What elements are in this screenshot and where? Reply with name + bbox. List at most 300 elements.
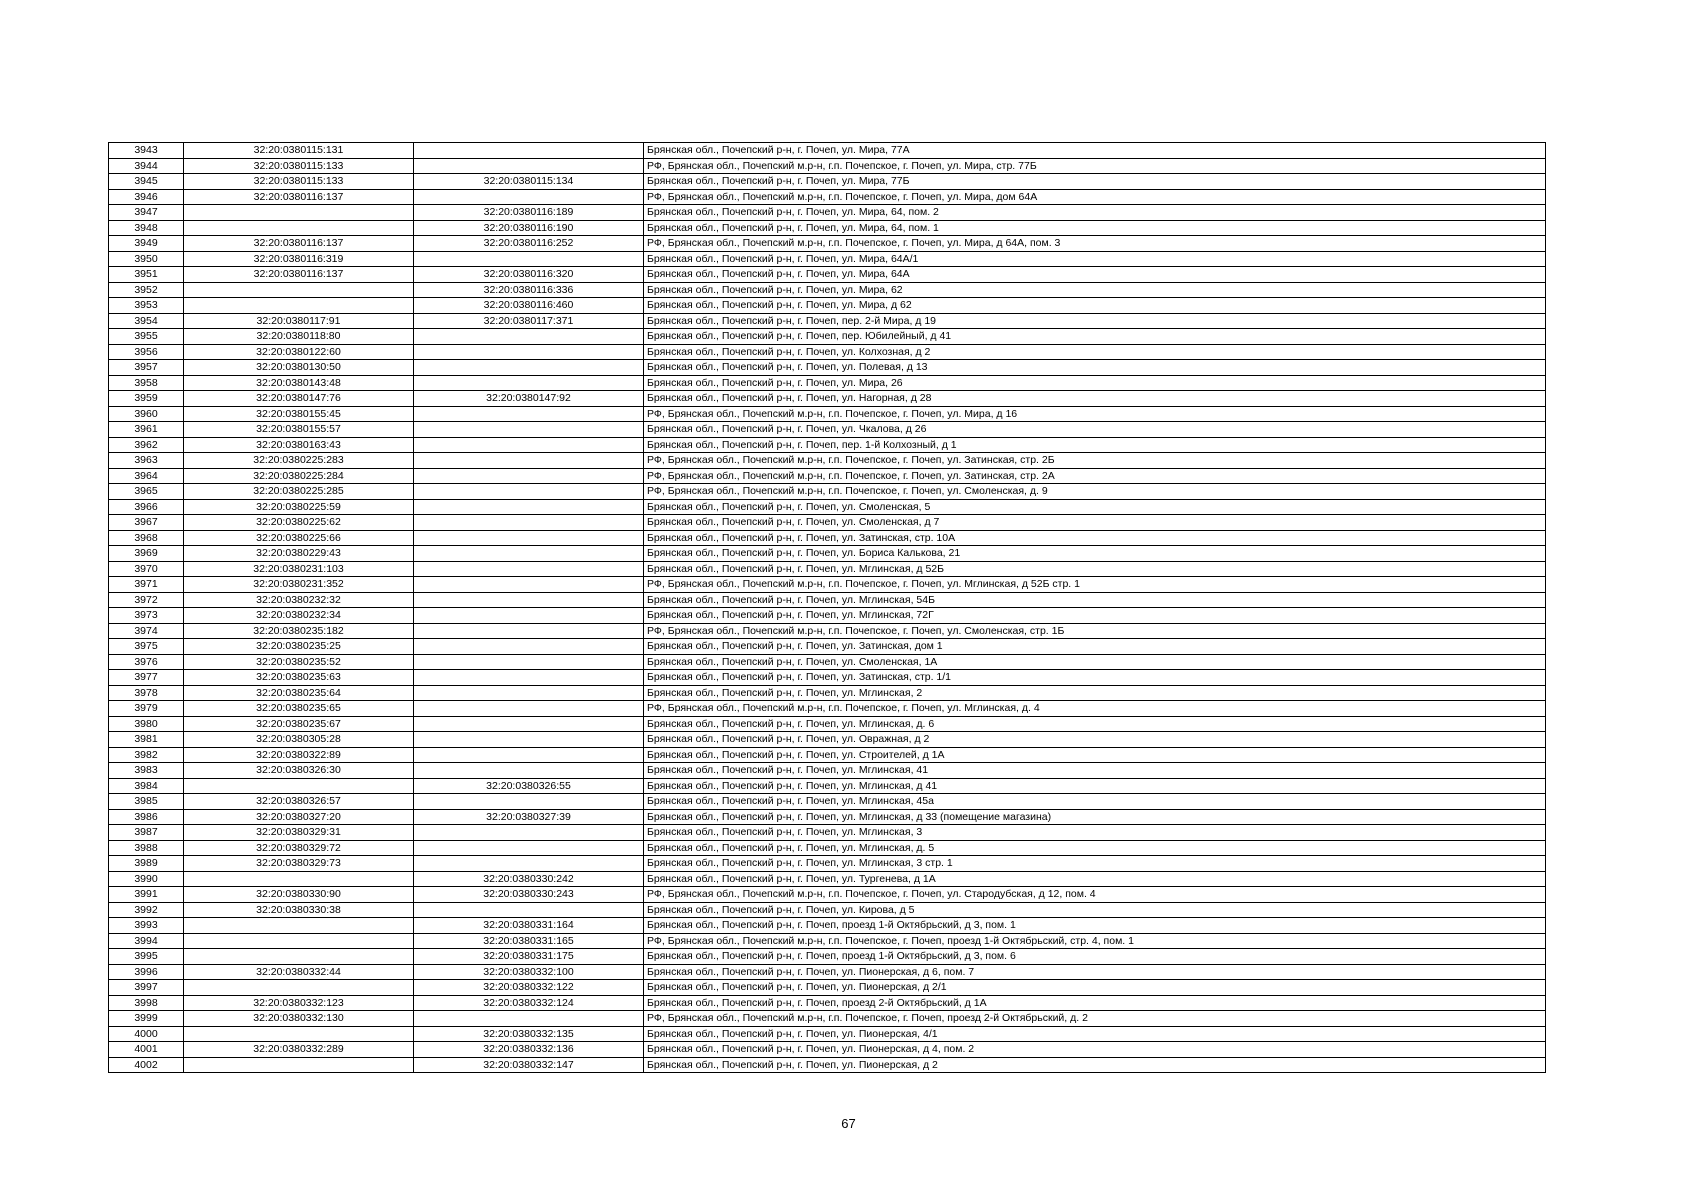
table-row xyxy=(109,406,1546,422)
row-number-cell: 3988 xyxy=(109,840,184,856)
building-cadastral-number-cell xyxy=(414,685,644,701)
building-cadastral-number-cell xyxy=(414,546,644,562)
table-row xyxy=(109,205,1546,221)
building-cadastral-number-cell: 32:20:0380330:243 xyxy=(414,887,644,903)
table-row xyxy=(109,499,1546,515)
parcel-cadastral-number-cell: 32:20:0380115:133 xyxy=(184,174,414,190)
parcel-cadastral-number-cell: 32:20:0380326:57 xyxy=(184,794,414,810)
table-row xyxy=(109,840,1546,856)
row-number-cell: 4000 xyxy=(109,1026,184,1042)
table-row xyxy=(109,468,1546,484)
building-cadastral-number-cell: 32:20:0380331:175 xyxy=(414,949,644,965)
table-row xyxy=(109,282,1546,298)
address-cell: РФ, Брянская обл., Почепский м.р-н, г.п. Почепское, г. Почеп, проезд 1-й Октябрьский, стр. 4, пом. 1 xyxy=(644,933,1546,949)
parcel-cadastral-number-cell xyxy=(184,918,414,934)
building-cadastral-number-cell: 32:20:0380116:189 xyxy=(414,205,644,221)
building-cadastral-number-cell xyxy=(414,189,644,205)
table-row xyxy=(109,1057,1546,1073)
address-cell: РФ, Брянская обл., Почепский м.р-н, г.п. Почепское, г. Почеп, ул. Мглинская, д 52Б стр. 1 xyxy=(644,577,1546,593)
table-row xyxy=(109,856,1546,872)
parcel-cadastral-number-cell xyxy=(184,205,414,221)
row-number-cell: 3979 xyxy=(109,701,184,717)
row-number-cell: 3999 xyxy=(109,1011,184,1027)
address-cell: Брянская обл., Почепский р-н, г. Почеп, ул. Пионерская, д 6, пом. 7 xyxy=(644,964,1546,980)
parcel-cadastral-number-cell: 32:20:0380231:103 xyxy=(184,561,414,577)
building-cadastral-number-cell: 32:20:0380116:460 xyxy=(414,298,644,314)
table-row xyxy=(109,484,1546,500)
building-cadastral-number-cell: 32:20:0380116:320 xyxy=(414,267,644,283)
building-cadastral-number-cell xyxy=(414,608,644,624)
address-cell: Брянская обл., Почепский р-н, г. Почеп, ул. Мира, 26 xyxy=(644,375,1546,391)
table-row xyxy=(109,964,1546,980)
address-cell: Брянская обл., Почепский р-н, г. Почеп, ул. Мглинская, 41 xyxy=(644,763,1546,779)
row-number-cell: 3951 xyxy=(109,267,184,283)
building-cadastral-number-cell xyxy=(414,453,644,469)
parcel-cadastral-number-cell xyxy=(184,949,414,965)
table-row xyxy=(109,902,1546,918)
row-number-cell: 3952 xyxy=(109,282,184,298)
table-row xyxy=(109,561,1546,577)
building-cadastral-number-cell xyxy=(414,701,644,717)
address-cell: Брянская обл., Почепский р-н, г. Почеп, ул. Мира, 77Б xyxy=(644,174,1546,190)
parcel-cadastral-number-cell: 32:20:0380225:284 xyxy=(184,468,414,484)
address-cell: Брянская обл., Почепский р-н, г. Почеп, ул. Полевая, д 13 xyxy=(644,360,1546,376)
row-number-cell: 3953 xyxy=(109,298,184,314)
table-row xyxy=(109,267,1546,283)
parcel-cadastral-number-cell: 32:20:0380229:43 xyxy=(184,546,414,562)
row-number-cell: 3974 xyxy=(109,623,184,639)
address-cell: Брянская обл., Почепский р-н, г. Почеп, ул. Мглинская, 2 xyxy=(644,685,1546,701)
building-cadastral-number-cell: 32:20:0380330:242 xyxy=(414,871,644,887)
parcel-cadastral-number-cell: 32:20:0380225:62 xyxy=(184,515,414,531)
address-cell: РФ, Брянская обл., Почепский м.р-н, г.п. Почепское, г. Почеп, ул. Смоленская, д. 9 xyxy=(644,484,1546,500)
row-number-cell: 3965 xyxy=(109,484,184,500)
parcel-cadastral-number-cell: 32:20:0380143:48 xyxy=(184,375,414,391)
row-number-cell: 3963 xyxy=(109,453,184,469)
building-cadastral-number-cell xyxy=(414,763,644,779)
row-number-cell: 3967 xyxy=(109,515,184,531)
parcel-cadastral-number-cell: 32:20:0380225:59 xyxy=(184,499,414,515)
table-row xyxy=(109,608,1546,624)
table-row xyxy=(109,1026,1546,1042)
row-number-cell: 3991 xyxy=(109,887,184,903)
parcel-cadastral-number-cell: 32:20:0380130:50 xyxy=(184,360,414,376)
parcel-cadastral-number-cell: 32:20:0380115:133 xyxy=(184,158,414,174)
address-cell: Брянская обл., Почепский р-н, г. Почеп, ул. Смоленская, 5 xyxy=(644,499,1546,515)
parcel-cadastral-number-cell: 32:20:0380235:65 xyxy=(184,701,414,717)
table-row xyxy=(109,654,1546,670)
address-cell: Брянская обл., Почепский р-н, г. Почеп, ул. Мира, д 62 xyxy=(644,298,1546,314)
parcel-cadastral-number-cell: 32:20:0380225:66 xyxy=(184,530,414,546)
address-cell: Брянская обл., Почепский р-н, г. Почеп, ул. Затинская, стр. 10А xyxy=(644,530,1546,546)
table-row xyxy=(109,747,1546,763)
building-cadastral-number-cell xyxy=(414,530,644,546)
row-number-cell: 3971 xyxy=(109,577,184,593)
row-number-cell: 4002 xyxy=(109,1057,184,1073)
table-row xyxy=(109,685,1546,701)
row-number-cell: 3958 xyxy=(109,375,184,391)
table-row xyxy=(109,701,1546,717)
address-cell: РФ, Брянская обл., Почепский м.р-н, г.п. Почепское, г. Почеп, ул. Мира, д 16 xyxy=(644,406,1546,422)
row-number-cell: 3985 xyxy=(109,794,184,810)
parcel-cadastral-number-cell: 32:20:0380332:44 xyxy=(184,964,414,980)
parcel-cadastral-number-cell: 32:20:0380329:73 xyxy=(184,856,414,872)
building-cadastral-number-cell xyxy=(414,623,644,639)
parcel-cadastral-number-cell: 32:20:0380117:91 xyxy=(184,313,414,329)
address-cell: Брянская обл., Почепский р-н, г. Почеп, ул. Колхозная, д 2 xyxy=(644,344,1546,360)
building-cadastral-number-cell: 32:20:0380116:190 xyxy=(414,220,644,236)
parcel-cadastral-number-cell: 32:20:0380232:32 xyxy=(184,592,414,608)
building-cadastral-number-cell: 32:20:0380332:100 xyxy=(414,964,644,980)
address-cell: Брянская обл., Почепский р-н, г. Почеп, ул. Мира, 64А/1 xyxy=(644,251,1546,267)
address-cell: Брянская обл., Почепский р-н, г. Почеп, ул. Затинская, стр. 1/1 xyxy=(644,670,1546,686)
row-number-cell: 3959 xyxy=(109,391,184,407)
parcel-cadastral-number-cell: 32:20:0380329:72 xyxy=(184,840,414,856)
row-number-cell: 3994 xyxy=(109,933,184,949)
address-cell: Брянская обл., Почепский р-н, г. Почеп, ул. Мглинская, 72Г xyxy=(644,608,1546,624)
address-cell: Брянская обл., Почепский р-н, г. Почеп, ул. Тургенева, д 1А xyxy=(644,871,1546,887)
building-cadastral-number-cell xyxy=(414,639,644,655)
address-cell: РФ, Брянская обл., Почепский м.р-н, г.п. Почепское, г. Почеп, ул. Мглинская, д. 4 xyxy=(644,701,1546,717)
parcel-cadastral-number-cell: 32:20:0380235:182 xyxy=(184,623,414,639)
table-row xyxy=(109,329,1546,345)
address-cell: Брянская обл., Почепский р-н, г. Почеп, ул. Мглинская, 3 стр. 1 xyxy=(644,856,1546,872)
parcel-cadastral-number-cell: 32:20:0380235:52 xyxy=(184,654,414,670)
parcel-cadastral-number-cell xyxy=(184,220,414,236)
address-cell: Брянская обл., Почепский р-н, г. Почеп, проезд 2-й Октябрьский, д 1А xyxy=(644,995,1546,1011)
building-cadastral-number-cell xyxy=(414,592,644,608)
parcel-cadastral-number-cell: 32:20:0380322:89 xyxy=(184,747,414,763)
building-cadastral-number-cell xyxy=(414,747,644,763)
row-number-cell: 3983 xyxy=(109,763,184,779)
address-cell: Брянская обл., Почепский р-н, г. Почеп, ул. Бориса Калькова, 21 xyxy=(644,546,1546,562)
building-cadastral-number-cell xyxy=(414,825,644,841)
building-cadastral-number-cell xyxy=(414,158,644,174)
address-cell: Брянская обл., Почепский р-н, г. Почеп, ул. Пионерская, 4/1 xyxy=(644,1026,1546,1042)
building-cadastral-number-cell: 32:20:0380116:252 xyxy=(414,236,644,252)
table-row xyxy=(109,422,1546,438)
parcel-cadastral-number-cell: 32:20:0380235:63 xyxy=(184,670,414,686)
table-row xyxy=(109,251,1546,267)
table-row xyxy=(109,313,1546,329)
row-number-cell: 3944 xyxy=(109,158,184,174)
building-cadastral-number-cell: 32:20:0380331:164 xyxy=(414,918,644,934)
building-cadastral-number-cell xyxy=(414,143,644,159)
row-number-cell: 3949 xyxy=(109,236,184,252)
table-row xyxy=(109,825,1546,841)
building-cadastral-number-cell xyxy=(414,251,644,267)
parcel-cadastral-number-cell: 32:20:0380116:137 xyxy=(184,267,414,283)
parcel-cadastral-number-cell: 32:20:0380231:352 xyxy=(184,577,414,593)
table-row xyxy=(109,794,1546,810)
table-row xyxy=(109,174,1546,190)
row-number-cell: 3982 xyxy=(109,747,184,763)
building-cadastral-number-cell xyxy=(414,360,644,376)
parcel-cadastral-number-cell: 32:20:0380235:25 xyxy=(184,639,414,655)
parcel-cadastral-number-cell xyxy=(184,298,414,314)
table-row xyxy=(109,623,1546,639)
parcel-cadastral-number-cell: 32:20:0380155:45 xyxy=(184,406,414,422)
table-row xyxy=(109,189,1546,205)
row-number-cell: 3945 xyxy=(109,174,184,190)
building-cadastral-number-cell: 32:20:0380332:135 xyxy=(414,1026,644,1042)
row-number-cell: 3954 xyxy=(109,313,184,329)
building-cadastral-number-cell xyxy=(414,856,644,872)
parcel-cadastral-number-cell: 32:20:0380332:289 xyxy=(184,1042,414,1058)
building-cadastral-number-cell: 32:20:0380115:134 xyxy=(414,174,644,190)
parcel-cadastral-number-cell: 32:20:0380116:319 xyxy=(184,251,414,267)
row-number-cell: 3981 xyxy=(109,732,184,748)
parcel-cadastral-number-cell: 32:20:0380116:137 xyxy=(184,236,414,252)
address-cell: Брянская обл., Почепский р-н, г. Почеп, ул. Строителей, д 1А xyxy=(644,747,1546,763)
row-number-cell: 3946 xyxy=(109,189,184,205)
address-cell: Брянская обл., Почепский р-н, г. Почеп, ул. Мглинская, 45а xyxy=(644,794,1546,810)
address-cell: Брянская обл., Почепский р-н, г. Почеп, ул. Мглинская, 3 xyxy=(644,825,1546,841)
address-cell: Брянская обл., Почепский р-н, г. Почеп, ул. Смоленская, 1А xyxy=(644,654,1546,670)
address-cell: Брянская обл., Почепский р-н, г. Почеп, ул. Кирова, д 5 xyxy=(644,902,1546,918)
table-row xyxy=(109,716,1546,732)
address-cell: Брянская обл., Почепский р-н, г. Почеп, ул. Мира, 62 xyxy=(644,282,1546,298)
table-row xyxy=(109,918,1546,934)
table-row xyxy=(109,375,1546,391)
property-registry-table xyxy=(108,142,1546,1073)
building-cadastral-number-cell: 32:20:0380117:371 xyxy=(414,313,644,329)
parcel-cadastral-number-cell: 32:20:0380225:285 xyxy=(184,484,414,500)
building-cadastral-number-cell: 32:20:0380332:136 xyxy=(414,1042,644,1058)
building-cadastral-number-cell xyxy=(414,499,644,515)
address-cell: Брянская обл., Почепский р-н, г. Почеп, ул. Чкалова, д 26 xyxy=(644,422,1546,438)
building-cadastral-number-cell: 32:20:0380332:124 xyxy=(414,995,644,1011)
parcel-cadastral-number-cell: 32:20:0380330:38 xyxy=(184,902,414,918)
building-cadastral-number-cell xyxy=(414,484,644,500)
table-row xyxy=(109,1042,1546,1058)
table-row xyxy=(109,809,1546,825)
row-number-cell: 4001 xyxy=(109,1042,184,1058)
building-cadastral-number-cell: 32:20:0380332:122 xyxy=(414,980,644,996)
row-number-cell: 3989 xyxy=(109,856,184,872)
address-cell: РФ, Брянская обл., Почепский м.р-н, г.п. Почепское, г. Почеп, проезд 2-й Октябрьский, д. 2 xyxy=(644,1011,1546,1027)
address-cell: РФ, Брянская обл., Почепский м.р-н, г.п. Почепское, г. Почеп, ул. Мира, д 64А, пом. 3 xyxy=(644,236,1546,252)
table-row xyxy=(109,763,1546,779)
address-cell: РФ, Брянская обл., Почепский м.р-н, г.п. Почепское, г. Почеп, ул. Затинская, стр. 2А xyxy=(644,468,1546,484)
address-cell: Брянская обл., Почепский р-н, г. Почеп, пер. 2-й Мира, д 19 xyxy=(644,313,1546,329)
address-cell: Брянская обл., Почепский р-н, г. Почеп, ул. Овражная, д 2 xyxy=(644,732,1546,748)
table-row xyxy=(109,437,1546,453)
table-row xyxy=(109,639,1546,655)
building-cadastral-number-cell xyxy=(414,716,644,732)
parcel-cadastral-number-cell: 32:20:0380326:30 xyxy=(184,763,414,779)
building-cadastral-number-cell xyxy=(414,561,644,577)
parcel-cadastral-number-cell: 32:20:0380115:131 xyxy=(184,143,414,159)
address-cell: Брянская обл., Почепский р-н, г. Почеп, пер. Юбилейный, д 41 xyxy=(644,329,1546,345)
parcel-cadastral-number-cell: 32:20:0380332:130 xyxy=(184,1011,414,1027)
address-cell: Брянская обл., Почепский р-н, г. Почеп, ул. Мира, 64, пом. 2 xyxy=(644,205,1546,221)
row-number-cell: 3972 xyxy=(109,592,184,608)
parcel-cadastral-number-cell: 32:20:0380122:60 xyxy=(184,344,414,360)
row-number-cell: 3968 xyxy=(109,530,184,546)
building-cadastral-number-cell xyxy=(414,344,644,360)
parcel-cadastral-number-cell: 32:20:0380232:34 xyxy=(184,608,414,624)
parcel-cadastral-number-cell xyxy=(184,282,414,298)
page-number: 67 xyxy=(841,1116,856,1131)
building-cadastral-number-cell xyxy=(414,515,644,531)
row-number-cell: 3977 xyxy=(109,670,184,686)
row-number-cell: 3993 xyxy=(109,918,184,934)
table-row xyxy=(109,453,1546,469)
address-cell: Брянская обл., Почепский р-н, г. Почеп, ул. Мглинская, д. 6 xyxy=(644,716,1546,732)
address-cell: Брянская обл., Почепский р-н, г. Почеп, ул. Мира, 77А xyxy=(644,143,1546,159)
table-row xyxy=(109,577,1546,593)
address-cell: Брянская обл., Почепский р-н, г. Почеп, ул. Пионерская, д 2 xyxy=(644,1057,1546,1073)
address-cell: Брянская обл., Почепский р-н, г. Почеп, ул. Мглинская, 54Б xyxy=(644,592,1546,608)
building-cadastral-number-cell xyxy=(414,732,644,748)
row-number-cell: 3960 xyxy=(109,406,184,422)
row-number-cell: 3992 xyxy=(109,902,184,918)
row-number-cell: 3962 xyxy=(109,437,184,453)
table-row xyxy=(109,298,1546,314)
address-cell: РФ, Брянская обл., Почепский м.р-н, г.п. Почепское, г. Почеп, ул. Затинская, стр. 2Б xyxy=(644,453,1546,469)
row-number-cell: 3948 xyxy=(109,220,184,236)
building-cadastral-number-cell xyxy=(414,840,644,856)
row-number-cell: 3957 xyxy=(109,360,184,376)
row-number-cell: 3947 xyxy=(109,205,184,221)
building-cadastral-number-cell: 32:20:0380332:147 xyxy=(414,1057,644,1073)
address-cell: Брянская обл., Почепский р-н, г. Почеп, ул. Мира, 64, пом. 1 xyxy=(644,220,1546,236)
table-row xyxy=(109,949,1546,965)
row-number-cell: 3976 xyxy=(109,654,184,670)
table-row xyxy=(109,980,1546,996)
row-number-cell: 3984 xyxy=(109,778,184,794)
row-number-cell: 3969 xyxy=(109,546,184,562)
address-cell: Брянская обл., Почепский р-н, г. Почеп, ул. Мглинская, д 52Б xyxy=(644,561,1546,577)
table-row xyxy=(109,546,1546,562)
address-cell: Брянская обл., Почепский р-н, г. Почеп, проезд 1-й Октябрьский, д 3, пом. 1 xyxy=(644,918,1546,934)
table-row xyxy=(109,391,1546,407)
parcel-cadastral-number-cell: 32:20:0380305:28 xyxy=(184,732,414,748)
parcel-cadastral-number-cell xyxy=(184,980,414,996)
building-cadastral-number-cell: 32:20:0380147:92 xyxy=(414,391,644,407)
parcel-cadastral-number-cell xyxy=(184,1026,414,1042)
row-number-cell: 3996 xyxy=(109,964,184,980)
address-cell: РФ, Брянская обл., Почепский м.р-н, г.п. Почепское, г. Почеп, ул. Стародубская, д 12, пом. 4 xyxy=(644,887,1546,903)
address-cell: РФ, Брянская обл., Почепский м.р-н, г.п. Почепское, г. Почеп, ул. Мира, дом 64А xyxy=(644,189,1546,205)
row-number-cell: 3955 xyxy=(109,329,184,345)
table-row xyxy=(109,778,1546,794)
building-cadastral-number-cell: 32:20:0380116:336 xyxy=(414,282,644,298)
parcel-cadastral-number-cell: 32:20:0380332:123 xyxy=(184,995,414,1011)
building-cadastral-number-cell xyxy=(414,577,644,593)
address-cell: Брянская обл., Почепский р-н, г. Почеп, пер. 1-й Колхозный, д 1 xyxy=(644,437,1546,453)
building-cadastral-number-cell: 32:20:0380326:55 xyxy=(414,778,644,794)
parcel-cadastral-number-cell xyxy=(184,871,414,887)
address-cell: РФ, Брянская обл., Почепский м.р-н, г.п. Почепское, г. Почеп, ул. Смоленская, стр. 1Б xyxy=(644,623,1546,639)
building-cadastral-number-cell xyxy=(414,406,644,422)
address-cell: Брянская обл., Почепский р-н, г. Почеп, ул. Мглинская, д. 5 xyxy=(644,840,1546,856)
row-number-cell: 3990 xyxy=(109,871,184,887)
row-number-cell: 3970 xyxy=(109,561,184,577)
table-row xyxy=(109,158,1546,174)
address-cell: Брянская обл., Почепский р-н, г. Почеп, ул. Мглинская, д 33 (помещение магазина) xyxy=(644,809,1546,825)
parcel-cadastral-number-cell: 32:20:0380155:57 xyxy=(184,422,414,438)
address-cell: Брянская обл., Почепский р-н, г. Почеп, ул. Мглинская, д 41 xyxy=(644,778,1546,794)
address-cell: Брянская обл., Почепский р-н, г. Почеп, ул. Пионерская, д 2/1 xyxy=(644,980,1546,996)
building-cadastral-number-cell xyxy=(414,1011,644,1027)
parcel-cadastral-number-cell: 32:20:0380330:90 xyxy=(184,887,414,903)
building-cadastral-number-cell xyxy=(414,468,644,484)
table-row xyxy=(109,887,1546,903)
address-cell: РФ, Брянская обл., Почепский м.р-н, г.п. Почепское, г. Почеп, ул. Мира, стр. 77Б xyxy=(644,158,1546,174)
row-number-cell: 3973 xyxy=(109,608,184,624)
building-cadastral-number-cell xyxy=(414,422,644,438)
table-row xyxy=(109,236,1546,252)
parcel-cadastral-number-cell: 32:20:0380163:43 xyxy=(184,437,414,453)
parcel-cadastral-number-cell: 32:20:0380225:283 xyxy=(184,453,414,469)
row-number-cell: 3961 xyxy=(109,422,184,438)
parcel-cadastral-number-cell xyxy=(184,1057,414,1073)
parcel-cadastral-number-cell: 32:20:0380329:31 xyxy=(184,825,414,841)
building-cadastral-number-cell xyxy=(414,670,644,686)
row-number-cell: 3995 xyxy=(109,949,184,965)
table-row xyxy=(109,732,1546,748)
building-cadastral-number-cell xyxy=(414,437,644,453)
table-row xyxy=(109,592,1546,608)
table-row xyxy=(109,871,1546,887)
row-number-cell: 3943 xyxy=(109,143,184,159)
row-number-cell: 3998 xyxy=(109,995,184,1011)
row-number-cell: 3987 xyxy=(109,825,184,841)
row-number-cell: 3986 xyxy=(109,809,184,825)
table-row xyxy=(109,1011,1546,1027)
row-number-cell: 3966 xyxy=(109,499,184,515)
parcel-cadastral-number-cell: 32:20:0380118:80 xyxy=(184,329,414,345)
building-cadastral-number-cell: 32:20:0380331:165 xyxy=(414,933,644,949)
address-cell: Брянская обл., Почепский р-н, г. Почеп, проезд 1-й Октябрьский, д 3, пом. 6 xyxy=(644,949,1546,965)
building-cadastral-number-cell: 32:20:0380327:39 xyxy=(414,809,644,825)
building-cadastral-number-cell xyxy=(414,329,644,345)
row-number-cell: 3980 xyxy=(109,716,184,732)
table-row xyxy=(109,933,1546,949)
parcel-cadastral-number-cell xyxy=(184,933,414,949)
table-row xyxy=(109,344,1546,360)
row-number-cell: 3978 xyxy=(109,685,184,701)
table-row xyxy=(109,143,1546,159)
table-row xyxy=(109,670,1546,686)
row-number-cell: 3956 xyxy=(109,344,184,360)
parcel-cadastral-number-cell: 32:20:0380116:137 xyxy=(184,189,414,205)
building-cadastral-number-cell xyxy=(414,654,644,670)
table-row xyxy=(109,530,1546,546)
building-cadastral-number-cell xyxy=(414,902,644,918)
address-cell: Брянская обл., Почепский р-н, г. Почеп, ул. Смоленская, д 7 xyxy=(644,515,1546,531)
parcel-cadastral-number-cell xyxy=(184,778,414,794)
address-cell: Брянская обл., Почепский р-н, г. Почеп, ул. Мира, 64А xyxy=(644,267,1546,283)
table-row xyxy=(109,995,1546,1011)
building-cadastral-number-cell xyxy=(414,794,644,810)
parcel-cadastral-number-cell: 32:20:0380235:67 xyxy=(184,716,414,732)
row-number-cell: 3997 xyxy=(109,980,184,996)
row-number-cell: 3975 xyxy=(109,639,184,655)
row-number-cell: 3950 xyxy=(109,251,184,267)
table-row xyxy=(109,220,1546,236)
row-number-cell: 3964 xyxy=(109,468,184,484)
table-row xyxy=(109,515,1546,531)
table-row xyxy=(109,360,1546,376)
address-cell: Брянская обл., Почепский р-н, г. Почеп, ул. Затинская, дом 1 xyxy=(644,639,1546,655)
address-cell: Брянская обл., Почепский р-н, г. Почеп, ул. Пионерская, д 4, пом. 2 xyxy=(644,1042,1546,1058)
registry-table-body xyxy=(109,143,1546,1073)
parcel-cadastral-number-cell: 32:20:0380327:20 xyxy=(184,809,414,825)
building-cadastral-number-cell xyxy=(414,375,644,391)
